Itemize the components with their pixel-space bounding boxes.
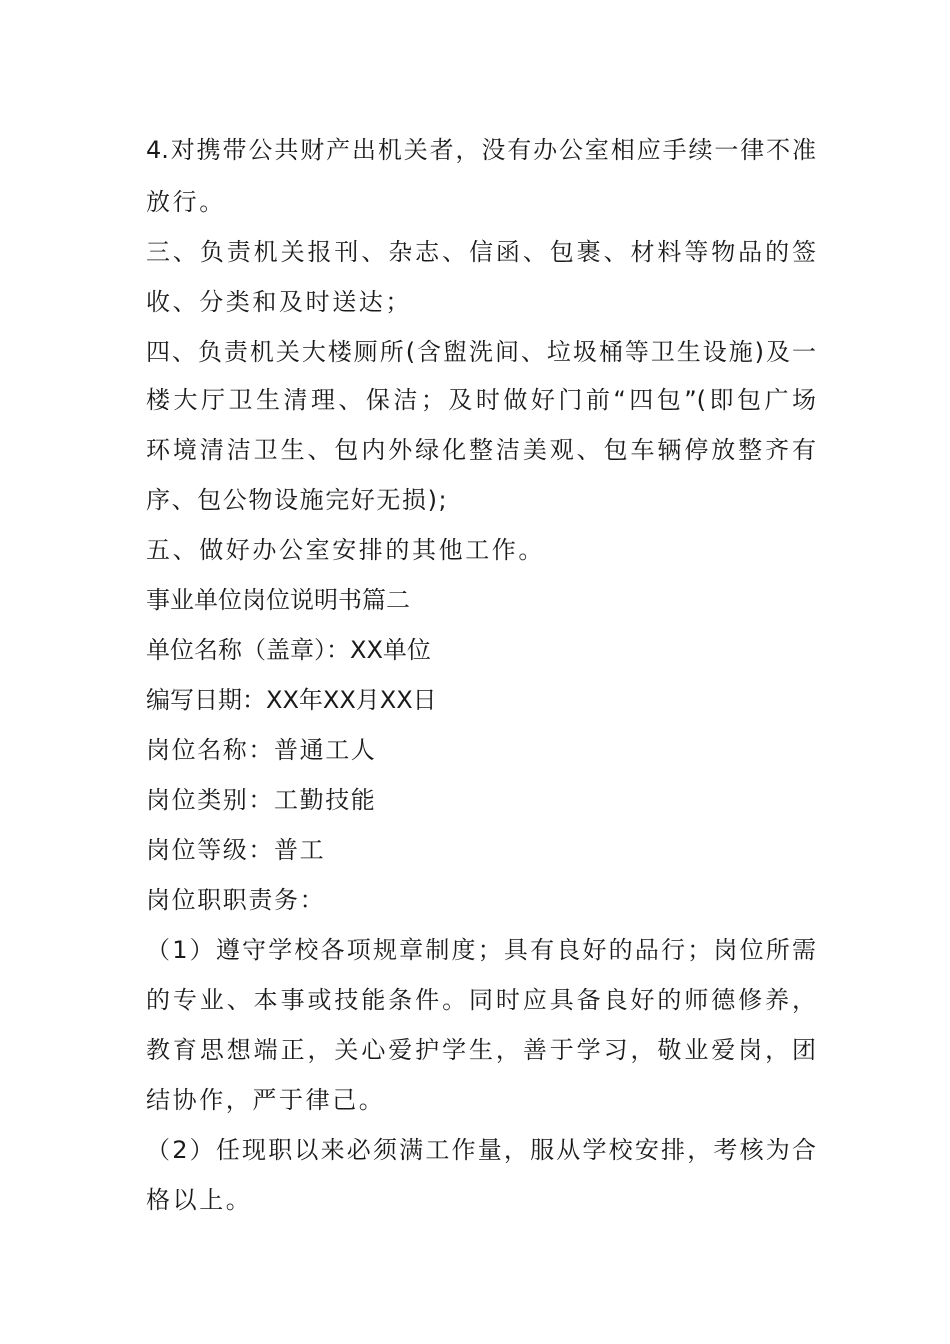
text-line: 序、包公物设施完好无损); (146, 486, 449, 514)
section-heading: 事业单位岗位说明书篇二 (146, 586, 410, 614)
text-line: 四、负责机关大楼厕所(含盥洗间、垃圾桶等卫生设施)及一 (146, 338, 816, 366)
text-line: 岗位等级：普工 (146, 836, 326, 864)
text-line: 五、做好办公室安排的其他工作。 (146, 536, 545, 564)
text-line: 收、分类和及时送达； (146, 288, 412, 316)
text-line: 结协作，严于律己。 (146, 1086, 386, 1114)
text-line: 4.对携带公共财产出机关者，没有办公室相应手续一律不准 (146, 136, 816, 164)
text-line: 放行。 (146, 188, 226, 216)
text-line: 岗位名称：普通工人 (146, 736, 377, 764)
text-line: 格以上。 (146, 1186, 253, 1214)
text-line: 编写日期：XX年XX月XX日 (146, 686, 437, 714)
text-line: 岗位职职责务： (146, 886, 326, 914)
text-line: （1）遵守学校各项规章制度；具有良好的品行；岗位所需 (146, 936, 816, 964)
text-line: 楼大厅卫生清理、保洁；及时做好门前“四包”(即包广场 (146, 386, 816, 414)
text-line: （2）任现职以来必须满工作量，服从学校安排，考核为合 (146, 1136, 816, 1164)
text-line: 教育思想端正，关心爱护学生，善于学习，敬业爱岗，团 (146, 1036, 816, 1064)
text-line: 的专业、本事或技能条件。同时应具备良好的师德修养， (146, 986, 816, 1014)
text-line: 岗位类别：工勤技能 (146, 786, 377, 814)
text-line: 单位名称（盖章）：XX单位 (146, 636, 431, 664)
text-line: 三、负责机关报刊、杂志、信函、包裹、材料等物品的签 (146, 238, 816, 266)
text-line: 环境清洁卫生、包内外绿化整洁美观、包车辆停放整齐有 (146, 436, 816, 464)
